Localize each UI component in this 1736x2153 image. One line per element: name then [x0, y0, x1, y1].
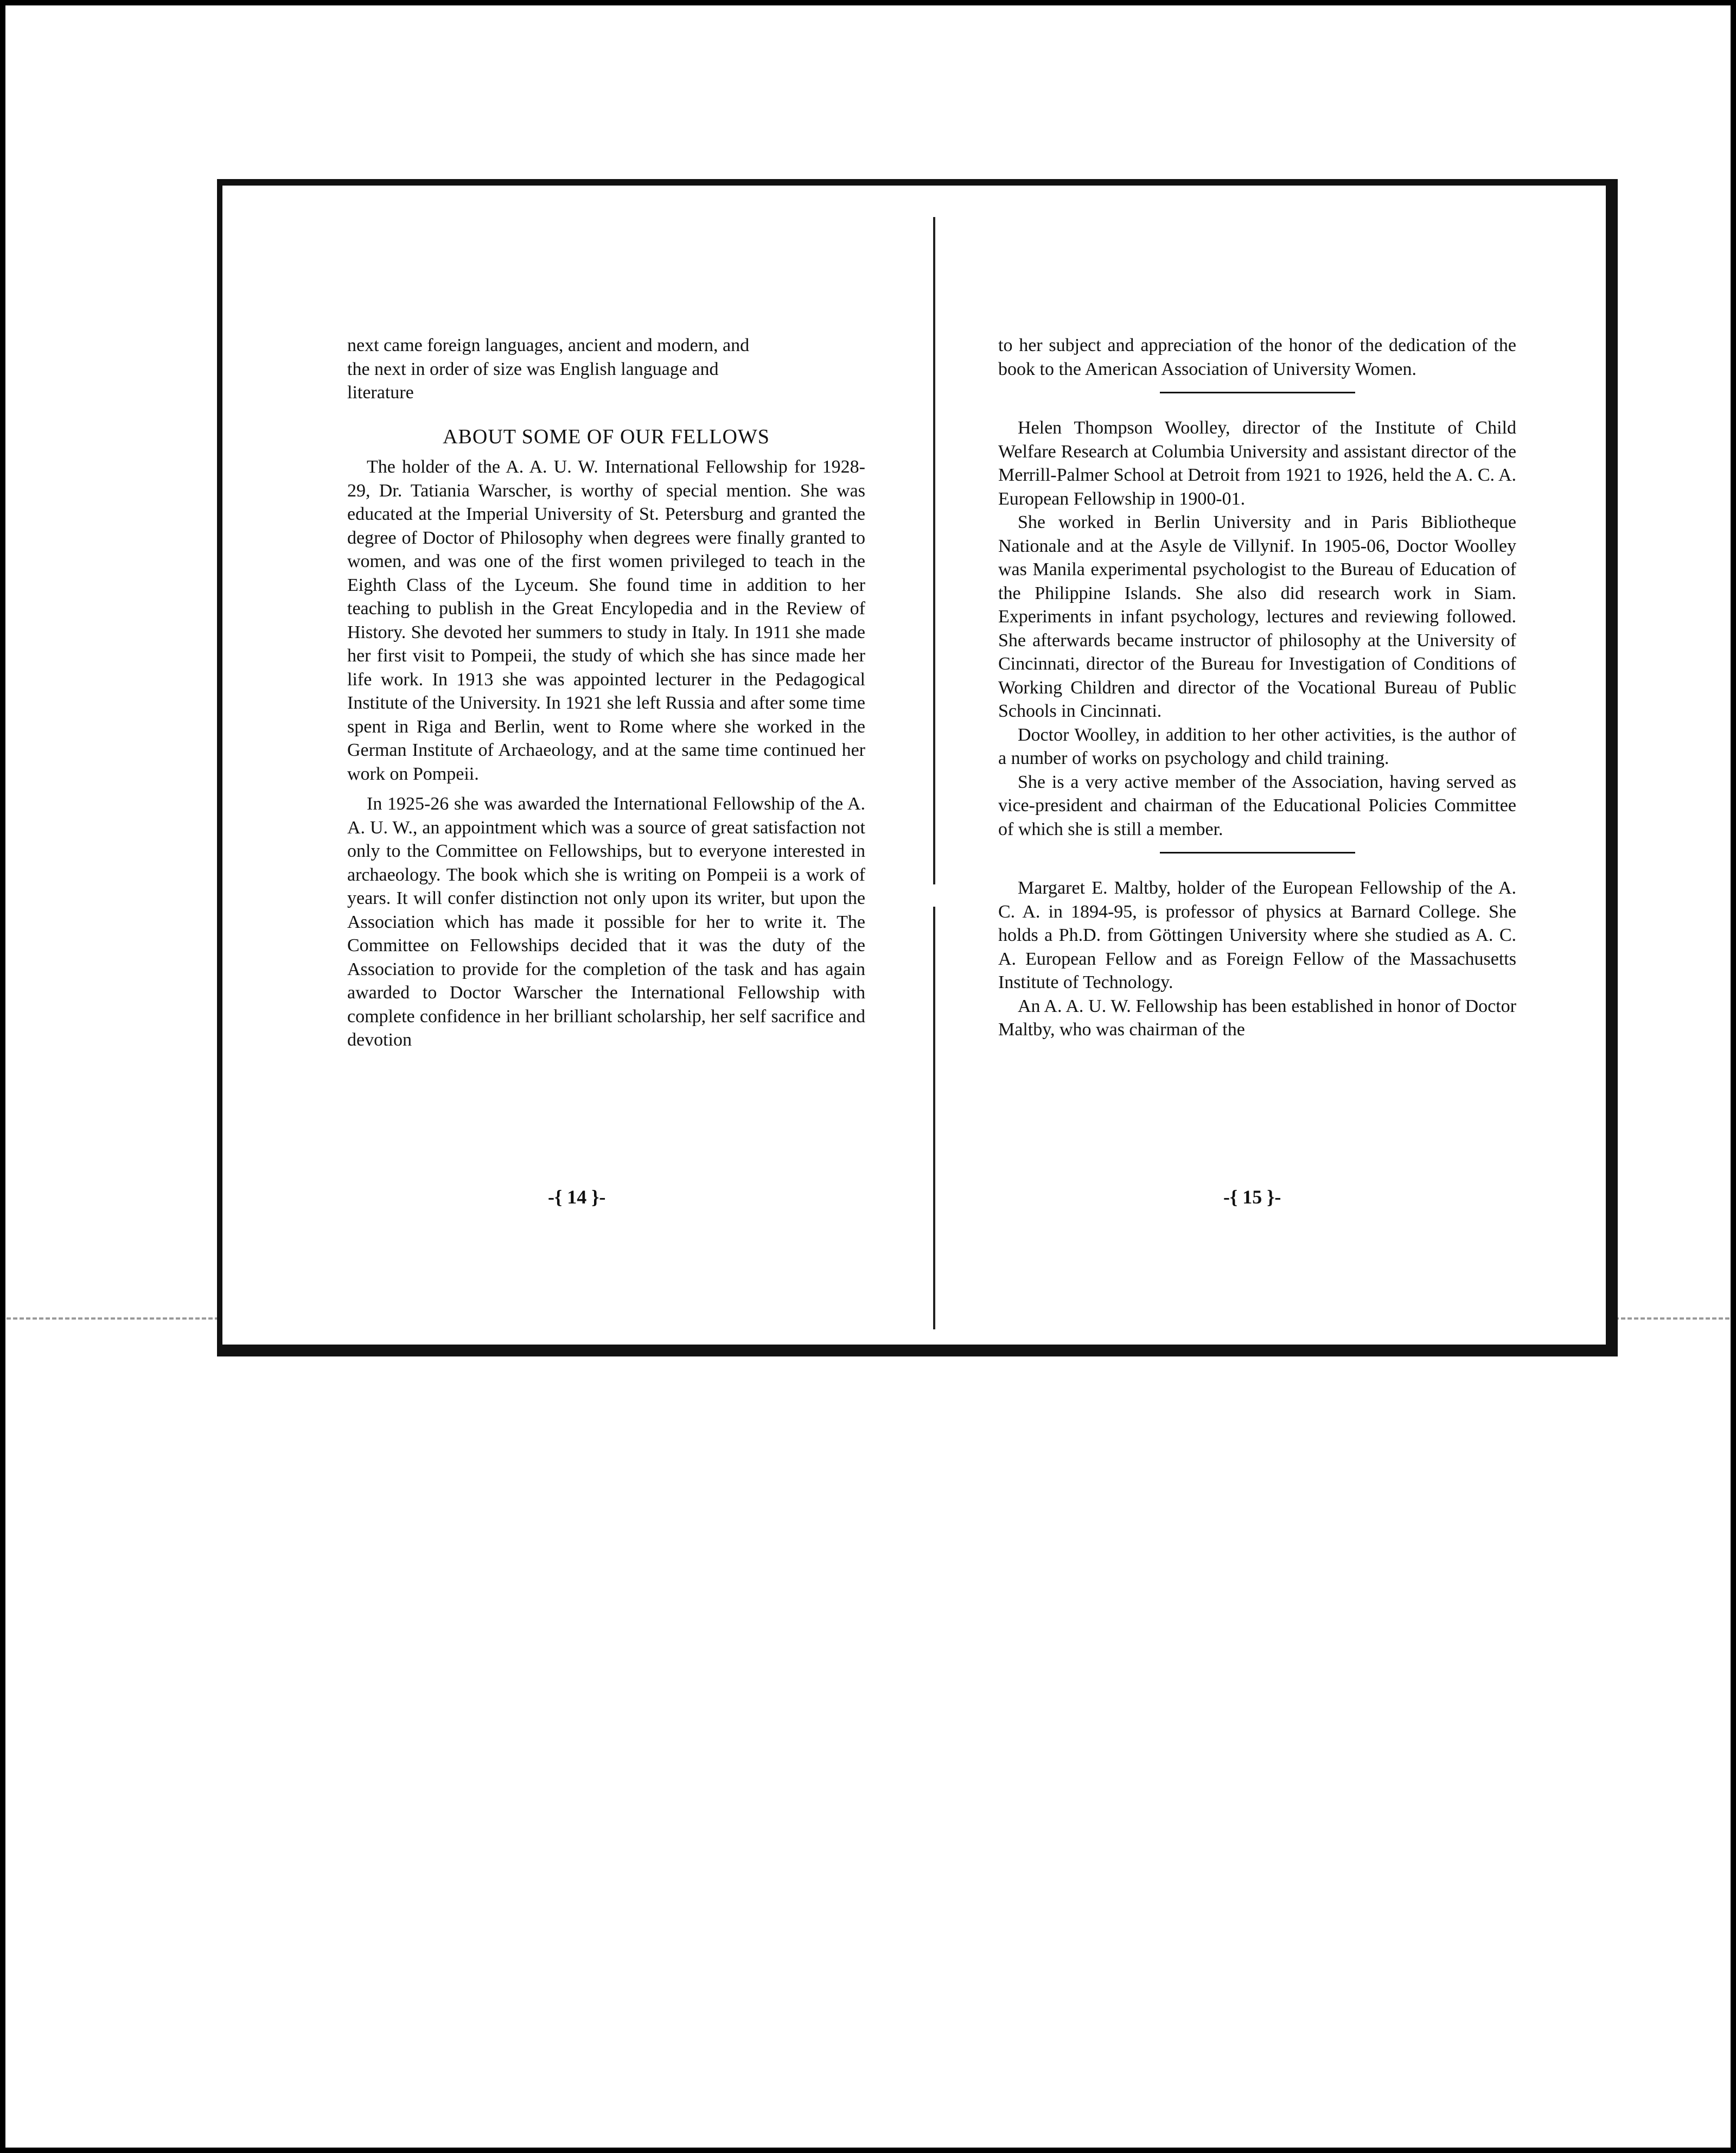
center-gutter [933, 217, 935, 1329]
page-number-14 [548, 1186, 605, 1208]
section-divider-1 [1160, 392, 1355, 393]
woolley-paragraph-3: Doctor Woolley, in addition to her other activities, is the author of a number of works on psychology and child training. [998, 724, 1516, 768]
warscher-paragraph-1: The holder of the A. A. U. W. International Fellowship for 1928-29, Dr. Tatiania Warscher, is worthy of special mention. She was educated at the Imperial University of St. Petersburg and granted the degree of Doctor of Philosophy when degrees were finally granted to women, and was one of the first women privileged to teach in the Eighth Class of the Lyceum. She found time in addition to her teaching to publish in the Great Encylopedia and in the Review of History. She devoted her summers to study in Italy. In 1911 she made her first visit to Pompeii, the study of which she has since made her life work. In 1913 she was appointed lecturer in the Pedagogical Institute of the University. In 1921 she left Russia and after some time spent in Riga and Berlin, went to Rome where she worked in the German Institute of Archaeology, and at the same time continued her work on Pompeii. [347, 457, 865, 784]
opening-line-1: next came foreign languages, ancient and modern, and [347, 335, 750, 355]
maltby-paragraph-1: Margaret E. Maltby, holder of the European Fellowship of the A. C. A. in 1894-95, is professor of physics at Barnard College. She holds a Ph.D. from Göttingen University where she studied as A. C. A. European Fellow and as Foreign Fellow of the Massachusetts Institute of Technology. [998, 878, 1516, 992]
woolley-paragraph-2: She worked in Berlin University and in Paris Bibliotheque Nationale and at the Asyle de Villynif. In 1905-06, Doctor Woolley was Manila experimental psychologist to the Bureau of Education of the Philippine Islands. She also did research work in Siam. Experiments in infant psychology, lectures and reviewing followed. She afterwards became instructor of philosophy at the University of Cincinnati, director of the Bureau for Investigation of Conditions of Working Children and director of the Vocational Bureau of Public Schools in Cincinnati. [998, 512, 1516, 721]
page-number-15 [1223, 1186, 1281, 1208]
folio-number: 14 [567, 1186, 587, 1208]
folio-ornament-left: -{ [1223, 1186, 1238, 1208]
right-page-text [998, 334, 1516, 1042]
folio-ornament-right: }- [1267, 1186, 1281, 1208]
opening-line-2: the next in order of size was English language and [347, 359, 719, 379]
section-divider-2 [1160, 852, 1355, 853]
maltby-paragraph-2: An A. A. U. W. Fellowship has been established in honor of Doctor Maltby, who was chairman of the [998, 996, 1516, 1040]
folio-ornament-right: }- [591, 1186, 606, 1208]
section-heading: ABOUT SOME OF OUR FELLOWS [443, 425, 770, 448]
folio-ornament-left: -{ [548, 1186, 563, 1208]
warscher-paragraph-2: In 1925-26 she was awarded the International Fellowship of the A. A. U. W., an appointment which was a source of great satisfaction not only to the Committee on Fellowships, but to everyone interested in archaeology. The book which she is writing on Pompeii is a work of years. It will confer distinction not only upon its writer, but upon the Association which has made it possible for her to write it. The Committee on Fellowships decided that it was the duty of the Association to provide for the completion of the task and has again awarded to Doctor Warscher the International Fellowship with complete confidence in her brilliant scholarship, her self sacrifice and devotion [347, 794, 865, 1050]
continuation-paragraph: to her subject and appreciation of the honor of the dedication of the book to the American Association of University Women. [998, 335, 1516, 379]
woolley-paragraph-4: She is a very active member of the Association, having served as vice-president and chairman of the Educational Policies Committee of which she is still a member. [998, 772, 1516, 839]
folio-number: 15 [1242, 1186, 1262, 1208]
opening-line-3: literature [347, 383, 414, 403]
left-page-text [347, 334, 865, 1052]
woolley-paragraph-1: Helen Thompson Woolley, director of the Institute of Child Welfare Research at Columbia University and assistant director of the Merrill-Palmer School at Detroit from 1921 to 1926, held the A. C. A. European Fellowship in 1900-01. [998, 418, 1516, 509]
